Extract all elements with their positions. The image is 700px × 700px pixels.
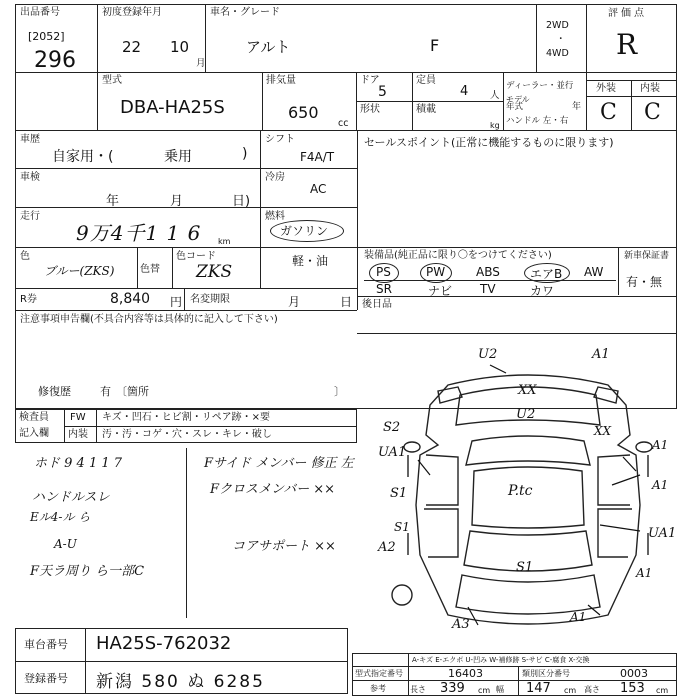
handwritten-left-2: ハンドルスレ bbox=[32, 490, 110, 505]
color-value: ブルー(ZKS) bbox=[44, 264, 115, 278]
name-divider bbox=[536, 4, 537, 72]
aircon-label: 冷房 bbox=[265, 172, 285, 183]
width-label: 幅 bbox=[496, 685, 504, 694]
mileage-value: 9万4千1 1 6 bbox=[76, 221, 202, 245]
row2-bottom-line bbox=[15, 130, 677, 131]
mark-u2-top: U2 bbox=[478, 347, 498, 362]
warranty-divider bbox=[618, 247, 619, 295]
year-unit: 年 bbox=[572, 102, 582, 112]
doors-value: 5 bbox=[378, 84, 387, 100]
mark-ua1-left: UA1 bbox=[378, 445, 407, 460]
model-year-label2: 年式 bbox=[506, 102, 524, 112]
drive-dot: ・ bbox=[556, 34, 566, 45]
aircon-value: AC bbox=[310, 182, 327, 196]
grade-label-line bbox=[586, 96, 677, 97]
mark-s1-left2: S1 bbox=[394, 520, 410, 534]
history-value-c: ) bbox=[242, 146, 248, 162]
bottom-table-div2 bbox=[518, 666, 519, 696]
dealer-label: ディーラー・並行 bbox=[506, 81, 574, 91]
inspection-line bbox=[15, 207, 357, 208]
equip-sr: SR bbox=[376, 282, 392, 296]
inspector-fw: FW bbox=[70, 412, 86, 423]
fuel-diesel: 軽・油 bbox=[292, 254, 329, 268]
car-name: アルト bbox=[246, 38, 291, 56]
row1-bottom-line bbox=[15, 72, 677, 73]
history-line bbox=[15, 168, 357, 169]
equipment-title: 装備品(純正品に限り〇をつけてください) bbox=[364, 250, 552, 261]
warranty-value: 有・無 bbox=[626, 275, 663, 289]
mark-a2: A2 bbox=[378, 540, 396, 555]
handwritten-left-4: A-U bbox=[54, 537, 77, 551]
history-value-a: 自家用・( bbox=[52, 149, 114, 165]
equip-row-line bbox=[364, 280, 616, 281]
first-reg-label: 初度登録年月 bbox=[102, 7, 162, 18]
after-install-label: 後日品 bbox=[362, 299, 392, 310]
displacement-value: 650 bbox=[288, 103, 319, 122]
exterior-label: 外装 bbox=[596, 83, 616, 94]
after-install-line bbox=[357, 296, 677, 297]
equipment-top-line bbox=[357, 247, 677, 248]
exterior-grade: C bbox=[600, 100, 617, 125]
shift-value: F4A/T bbox=[300, 150, 335, 164]
mark-a1-right2: A1 bbox=[652, 478, 669, 492]
mark-s1-left: S1 bbox=[390, 486, 408, 501]
handwritten-left-3: Eル4-ル ら bbox=[30, 510, 91, 524]
drive-2wd: 2WD bbox=[546, 20, 569, 31]
inspection-day: 日) bbox=[232, 194, 251, 209]
drive-4wd: 4WD bbox=[546, 48, 569, 59]
score-grade-line bbox=[586, 80, 677, 81]
equip-ps: PS bbox=[376, 265, 391, 279]
handwritten-mid-2: Fクロスメンバー ×× bbox=[210, 482, 336, 497]
info-right-divider bbox=[357, 130, 358, 310]
length-unit: cm bbox=[478, 686, 491, 695]
equip-airbag: エアB bbox=[530, 267, 563, 281]
capacity-value: 4 bbox=[460, 84, 469, 99]
handwritten-left-5: F天ラ周り ら一部C bbox=[30, 564, 145, 579]
inspector-label2: 記入欄 bbox=[19, 428, 49, 439]
bottom-legend: A-キズ E-エクボ U-凹み W-補修跡 S-サビ C-腐食 X-交換 bbox=[412, 656, 590, 664]
person-unit: 人 bbox=[490, 90, 500, 101]
notes-title: 注意事項申告欄(不具合内容等は具体的に記入して下さい) bbox=[20, 314, 278, 325]
registration-label: 登録番号 bbox=[24, 672, 68, 685]
color-code-div bbox=[172, 247, 173, 288]
length-label: 長さ bbox=[410, 685, 426, 694]
width-unit: cm bbox=[564, 686, 577, 695]
repair-label: 修復歴 bbox=[38, 385, 71, 398]
equip-aw: AW bbox=[584, 265, 604, 279]
recycle-label: R券 bbox=[20, 294, 37, 305]
equip-abs: ABS bbox=[476, 265, 500, 279]
cap-divider bbox=[503, 72, 504, 130]
inspector-div2 bbox=[96, 409, 97, 443]
height-value: 153 bbox=[620, 681, 645, 696]
mark-a1-right: A1 bbox=[652, 438, 669, 452]
name-change-month: 月 bbox=[288, 295, 301, 309]
shape-line bbox=[356, 101, 503, 102]
inspector-mid bbox=[64, 426, 357, 427]
kg-unit: kg bbox=[490, 121, 500, 130]
equip-leather: カワ bbox=[530, 284, 555, 298]
handwritten-mid-1: Fサイド メンバー 修正 左 bbox=[204, 456, 354, 471]
lot-code: [2052] bbox=[28, 30, 65, 43]
month-unit: 月 bbox=[196, 58, 206, 69]
inspector-interior: 内装 bbox=[68, 429, 88, 440]
mark-xx-2: XX bbox=[594, 424, 612, 438]
warranty-label: 新車保証書 bbox=[624, 251, 670, 261]
height-label: 高さ bbox=[584, 685, 600, 694]
color-change-div bbox=[137, 247, 138, 288]
color-change-label: 色替 bbox=[140, 264, 160, 275]
color-label: 色 bbox=[20, 251, 30, 262]
bottom-table-div1 bbox=[408, 653, 409, 696]
inspection-year: 年 bbox=[106, 194, 120, 209]
handwritten-mid-3: コアサポート ×× bbox=[232, 539, 336, 554]
interior-label: 内装 bbox=[640, 83, 660, 94]
info-mid-divider bbox=[260, 130, 261, 288]
fuel-gasoline: ガソリン bbox=[280, 224, 329, 238]
sales-point-title: セールスポイント(正常に機能するものに限ります) bbox=[364, 136, 614, 149]
class-label: 類別区分番号 bbox=[522, 669, 570, 678]
registration-value: 新潟 580 ぬ 6285 bbox=[96, 672, 265, 692]
mark-s1-rear: S1 bbox=[516, 560, 534, 575]
mark-a1-rear: A1 bbox=[636, 566, 653, 580]
inspection-month: 月 bbox=[170, 194, 184, 209]
repair-place-close: 〕 bbox=[334, 385, 345, 398]
mark-xx-1: XX bbox=[518, 383, 537, 398]
capacity-label: 定員 bbox=[416, 75, 436, 86]
chassis-label: 車台番号 bbox=[24, 638, 68, 651]
mileage-line bbox=[15, 247, 357, 248]
inspector-label1: 検査員 bbox=[19, 412, 49, 423]
history-value-b: 乗用 bbox=[164, 149, 192, 165]
repair-value: 有 bbox=[100, 385, 111, 398]
cc-unit: cc bbox=[338, 118, 349, 129]
equip-tv: TV bbox=[480, 282, 496, 296]
model-label: 型式 bbox=[102, 75, 122, 86]
repair-place-open: 〔箇所 bbox=[116, 385, 149, 398]
recycle-yen: 円 bbox=[170, 295, 183, 309]
mark-ua1-right: UA1 bbox=[648, 526, 677, 541]
inspector-interior-items: 汚・汚・コゲ・穴・スレ・キレ・破し bbox=[102, 429, 272, 440]
type-label: 型式指定番号 bbox=[355, 669, 403, 678]
inspector-fw-items: キズ・凹石・ヒビ割・リペア跡・×要 bbox=[102, 412, 270, 423]
class-number: 0003 bbox=[620, 667, 648, 680]
color-code-value: ZKS bbox=[196, 262, 233, 282]
doors-label: ドア bbox=[360, 75, 380, 86]
mileage-label: 走行 bbox=[20, 211, 40, 222]
mark-u2-mid: U2 bbox=[516, 407, 536, 422]
chassis-mid bbox=[15, 661, 348, 662]
displacement-label: 排気量 bbox=[266, 75, 296, 86]
fuel-label: 燃料 bbox=[265, 211, 285, 222]
handwritten-divider bbox=[186, 448, 187, 618]
mark-a1-bottom: A1 bbox=[570, 610, 587, 624]
recycle-line bbox=[15, 310, 357, 311]
color-code-label: 色コード bbox=[176, 251, 216, 262]
interior-grade: C bbox=[644, 100, 661, 125]
inspection-label: 車検 bbox=[20, 172, 40, 183]
type-number: 16403 bbox=[448, 667, 483, 680]
model-value: DBA-HA25S bbox=[120, 97, 225, 118]
chassis-div bbox=[85, 628, 86, 694]
length-value: 339 bbox=[440, 681, 465, 696]
mark-s2: S2 bbox=[383, 420, 401, 435]
drive-divider bbox=[586, 4, 587, 130]
model-year-label1: モデル bbox=[506, 95, 530, 104]
name-change-day: 日 bbox=[340, 295, 353, 309]
equip-navi: ナビ bbox=[428, 284, 453, 298]
mark-a1-top: A1 bbox=[592, 347, 610, 362]
ref-label-1: 参考 bbox=[370, 684, 386, 693]
outer-inner-divider bbox=[631, 80, 632, 130]
width-value: 147 bbox=[526, 681, 551, 696]
shape-label: 形状 bbox=[360, 104, 380, 115]
handwritten-left-1: ホド 9 4 1 1 7 bbox=[34, 456, 123, 471]
first-reg-month: 10 bbox=[170, 38, 190, 56]
shift-label: シフト bbox=[265, 134, 295, 145]
recycle-amount: 8,840 bbox=[110, 291, 151, 307]
history-label: 車歴 bbox=[20, 134, 40, 145]
after-install-bottom bbox=[357, 333, 677, 334]
model-divider bbox=[262, 72, 263, 130]
grade: F bbox=[430, 36, 440, 55]
first-reg-year: 22 bbox=[122, 38, 142, 56]
mark-ptc: P.tc bbox=[508, 483, 533, 499]
recycle-divider bbox=[184, 288, 185, 310]
lot-number: 296 bbox=[34, 48, 76, 73]
score-value: R bbox=[616, 28, 638, 61]
handle-label: ハンドル 左・右 bbox=[506, 116, 569, 126]
lot-label: 出品番号 bbox=[20, 7, 60, 18]
mileage-unit: km bbox=[218, 237, 231, 246]
load-label: 積載 bbox=[416, 104, 436, 115]
color-line bbox=[15, 288, 357, 289]
name-change-label: 名変期限 bbox=[190, 294, 230, 305]
chassis-value: HA25S-762032 bbox=[96, 633, 232, 654]
name-grade-label: 車名・グレード bbox=[210, 7, 280, 18]
score-label: 評価点 bbox=[608, 8, 647, 19]
mark-a3: A3 bbox=[452, 617, 470, 632]
lot-divider bbox=[97, 4, 98, 130]
height-unit: cm bbox=[656, 686, 669, 695]
equip-pw: PW bbox=[426, 265, 446, 279]
